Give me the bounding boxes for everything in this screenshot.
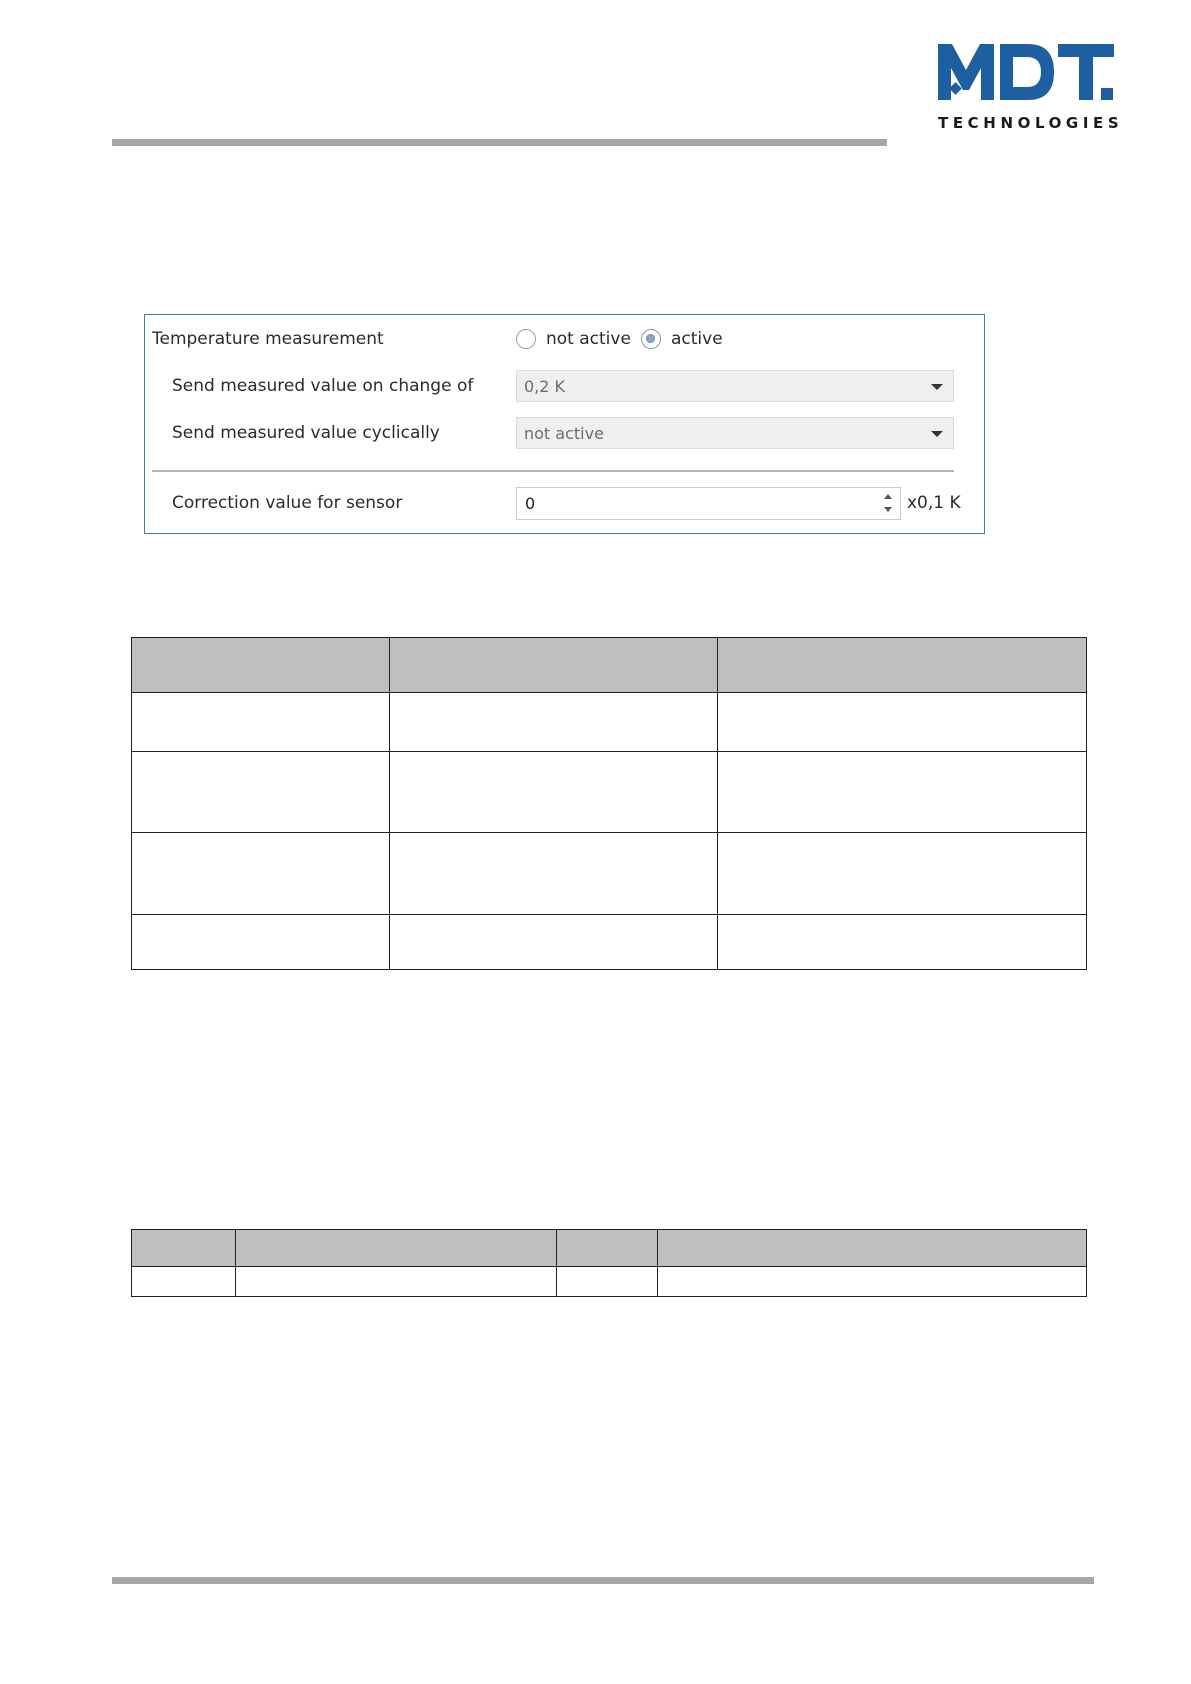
table-row	[132, 1267, 1087, 1297]
table-cell	[390, 693, 718, 752]
table-cell	[390, 915, 718, 970]
table-row	[132, 693, 1087, 752]
table-cell	[390, 833, 718, 915]
mdt-logo	[938, 44, 1124, 134]
table-header-cell	[557, 1230, 658, 1267]
radio-active[interactable]	[641, 329, 661, 349]
send-on-change-label: Send measured value on change of	[172, 376, 474, 396]
table-row	[132, 752, 1087, 833]
table-header-row	[132, 1230, 1087, 1267]
table-cell	[718, 752, 1087, 833]
send-cyclically-dropdown[interactable]	[516, 417, 954, 449]
mdt-logo-mark	[938, 44, 1114, 106]
chevron-down-icon	[931, 384, 943, 390]
dialog-divider	[152, 470, 954, 472]
table-cell	[236, 1267, 557, 1297]
correction-label: Correction value for sensor	[172, 493, 403, 513]
spin-up-icon[interactable]	[884, 494, 892, 499]
table-cell	[658, 1267, 1087, 1297]
table-cell	[557, 1267, 658, 1297]
chevron-down-icon	[931, 431, 943, 437]
table-cell	[132, 915, 390, 970]
table-cell	[132, 1267, 236, 1297]
table-row	[132, 915, 1087, 970]
temperature-measurement-label: Temperature measurement	[152, 329, 384, 349]
table-header-cell	[132, 638, 390, 693]
parameter-table	[131, 637, 1087, 970]
table-header-cell	[658, 1230, 1087, 1267]
table-cell	[132, 693, 390, 752]
table-cell	[718, 915, 1087, 970]
table-header-cell	[132, 1230, 236, 1267]
send-on-change-value: 0,2 K	[524, 377, 566, 396]
correction-spinbox[interactable]	[516, 487, 901, 520]
send-cyclically-value: not active	[524, 424, 604, 443]
table-cell	[132, 752, 390, 833]
communication-object-table	[131, 1229, 1087, 1297]
table-cell	[132, 833, 390, 915]
send-on-change-dropdown[interactable]	[516, 370, 954, 402]
radio-active-label[interactable]: active	[671, 329, 723, 349]
table-cell	[718, 693, 1087, 752]
footer-rule	[112, 1577, 1094, 1584]
table-header-cell	[236, 1230, 557, 1267]
table-row	[132, 833, 1087, 915]
radio-not-active[interactable]	[516, 329, 536, 349]
header-rule	[112, 139, 887, 146]
table-header-cell	[390, 638, 718, 693]
radio-not-active-label[interactable]: not active	[546, 329, 631, 349]
table-header-cell	[718, 638, 1087, 693]
correction-value: 0	[525, 494, 536, 513]
table-cell	[718, 833, 1087, 915]
table-cell	[390, 752, 718, 833]
parameter-dialog	[144, 314, 985, 534]
correction-unit: x0,1 K	[907, 493, 961, 513]
table-header-row	[132, 638, 1087, 693]
send-cyclically-label: Send measured value cyclically	[172, 423, 440, 443]
spin-down-icon[interactable]	[884, 507, 892, 512]
logo-tagline: TECHNOLOGIES	[938, 114, 1124, 132]
